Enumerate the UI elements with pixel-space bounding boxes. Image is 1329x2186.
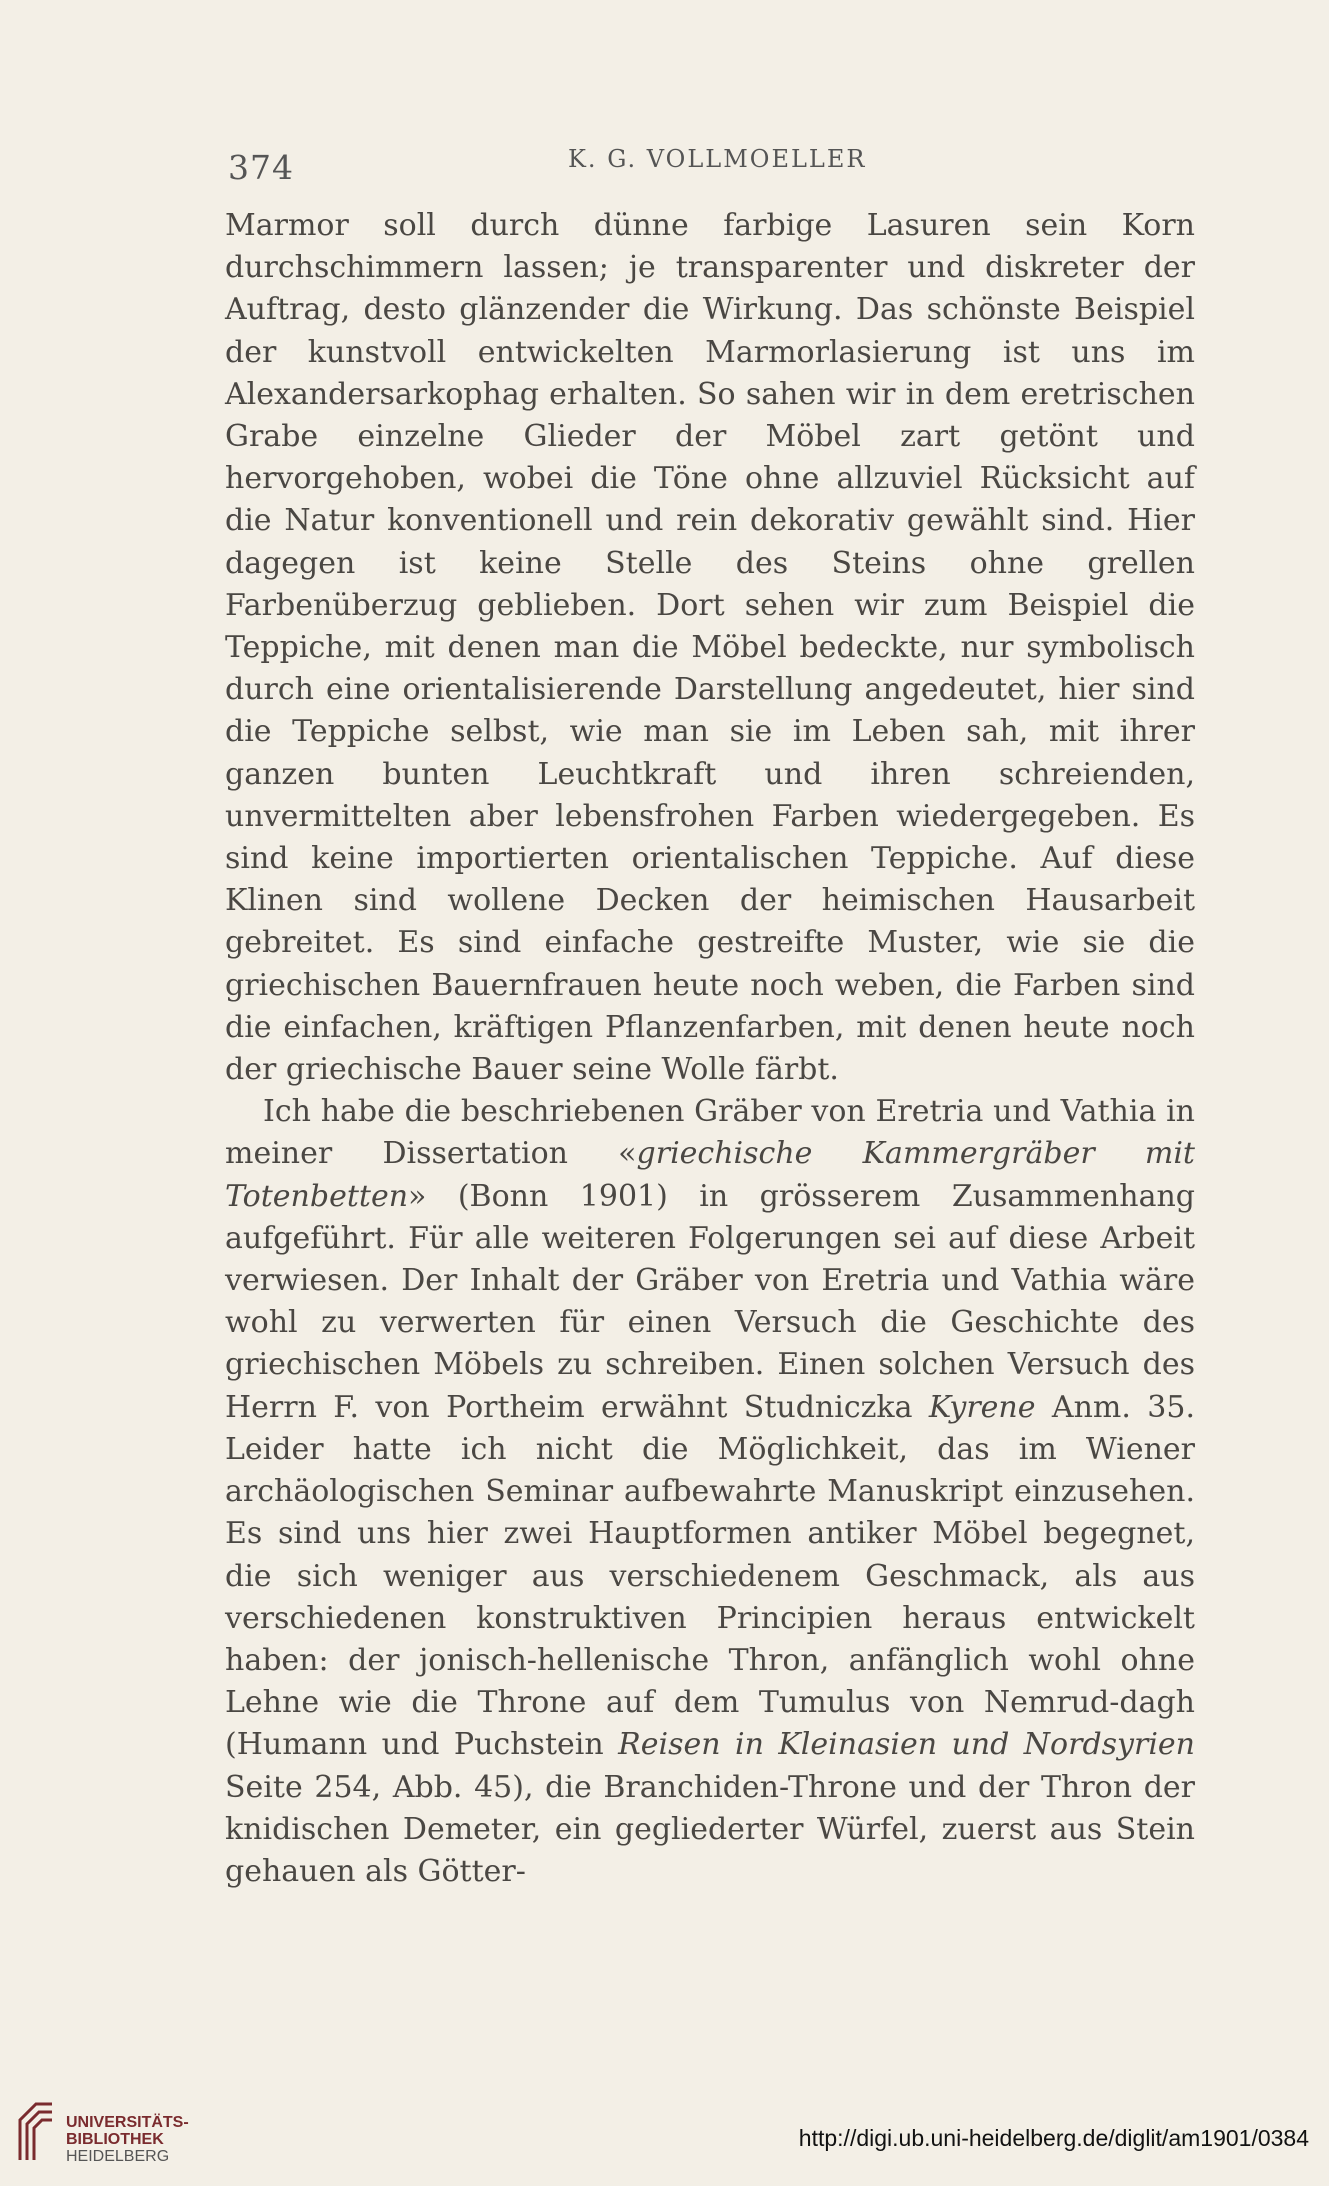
- library-name-line-2: BIBLIOTHEK: [66, 2131, 164, 2148]
- kyrene-title: Kyrene: [928, 1389, 1036, 1425]
- body-text: [225, 205, 1195, 1893]
- paragraph-1: Marmor soll durch dünne farbige Lasuren sein Korn durchschimmern lassen; je transparenter und diskreter der Auftrag, desto glänzender die Wirkung. Das schönste Beispiel der kunstvoll entwickelten Marmorlasierung ist uns im Alexandersarkophag erhalten. So sahen wir in dem eretrischen Grabe einzelne Glieder der Möbel zart getönt und hervorgehoben, wobei die Töne ohne allzuviel Rücksicht auf die Natur konventionell und rein dekorativ gewählt sind. Hier dagegen ist keine Stelle des Steins ohne grellen Farbenüberzug geblieben. Dort sehen wir zum Beispiel die Teppiche, mit denen man die Möbel bedeckte, nur symbolisch durch eine orientalisierende Darstellung angedeutet, hier sind die Teppiche selbst, wie man sie im Leben sah, mit ihrer ganzen bunten Leuchtkraft und ihren schreienden, unvermittelten aber lebensfrohen Farben wiedergegeben. Es sind keine importierten orientalischen Teppiche. Auf diese Klinen sind wollene Decken der heimischen Hausarbeit gebreitet. Es sind einfache gestreifte Muster, wie sie die griechischen Bauernfrauen heute noch weben, die Farben sind die einfachen, kräftigen Pflanzenfarben, mit denen heute noch der griechische Bauer seine Wolle färbt.: [225, 208, 1195, 1088]
- page-number: 374: [228, 148, 294, 187]
- source-url-link[interactable]: http://digi.ub.uni-heidelberg.de/diglit/am1901/0384: [798, 2125, 1309, 2151]
- paragraph-2-part-d: Seite 254, Abb. 45), die Branchiden-Throne und der Thron der knidischen Demeter, ein gegliederter Würfel, zuerst aus Stein gehauen als Götter-: [225, 1769, 1195, 1889]
- paragraph-2-part-c: Anm. 35. Leider hatte ich nicht die Möglichkeit, das im Wiener archäologischen Seminar aufbewahrte Manuskript einzusehen. Es sind uns hier zwei Hauptformen antiker Möbel begegnet, die sich weniger aus verschiedenem Geschmack, als aus verschiedenen konstruktiven Principien heraus entwickelt haben: der jonisch-hellenische Thron, anfänglich wohl ohne Lehne wie die Throne auf dem Tumulus von Nemrud-dagh (Humann und Puchstein: [225, 1389, 1195, 1763]
- library-name-line-3: HEIDELBERG: [66, 2148, 170, 2165]
- library-name: [66, 2114, 189, 2165]
- paragraph-2-part-a: Ich habe die beschriebenen Gräber von Eretria und Vathia in meiner Dissertation «: [225, 1094, 1195, 1172]
- paragraph-2: [225, 1091, 1195, 1893]
- dissertation-title: griechische Kammergräber mit Totenbetten: [225, 1136, 1195, 1214]
- running-head: K. G. VOLLMOELLER: [568, 145, 867, 173]
- library-name-line-1: UNIVERSITÄTS-: [66, 2114, 189, 2131]
- reisen-title: Reisen in Kleinasien und Nordsyrien: [618, 1727, 1196, 1763]
- library-logo-icon: [16, 2098, 56, 2164]
- paragraph-2-part-b: » (Bonn 1901) in grösserem Zusammenhang aufgeführt. Für alle weiteren Folgerungen sei auf diese Arbeit verwiesen. Der Inhalt der Gräber von Eretria und Vathia wäre wohl zu verwerten für einen Versuch die Geschichte des griechischen Möbels zu schreiben. Einen solchen Versuch des Herrn F. von Portheim erwähnt Studniczka: [225, 1178, 1195, 1425]
